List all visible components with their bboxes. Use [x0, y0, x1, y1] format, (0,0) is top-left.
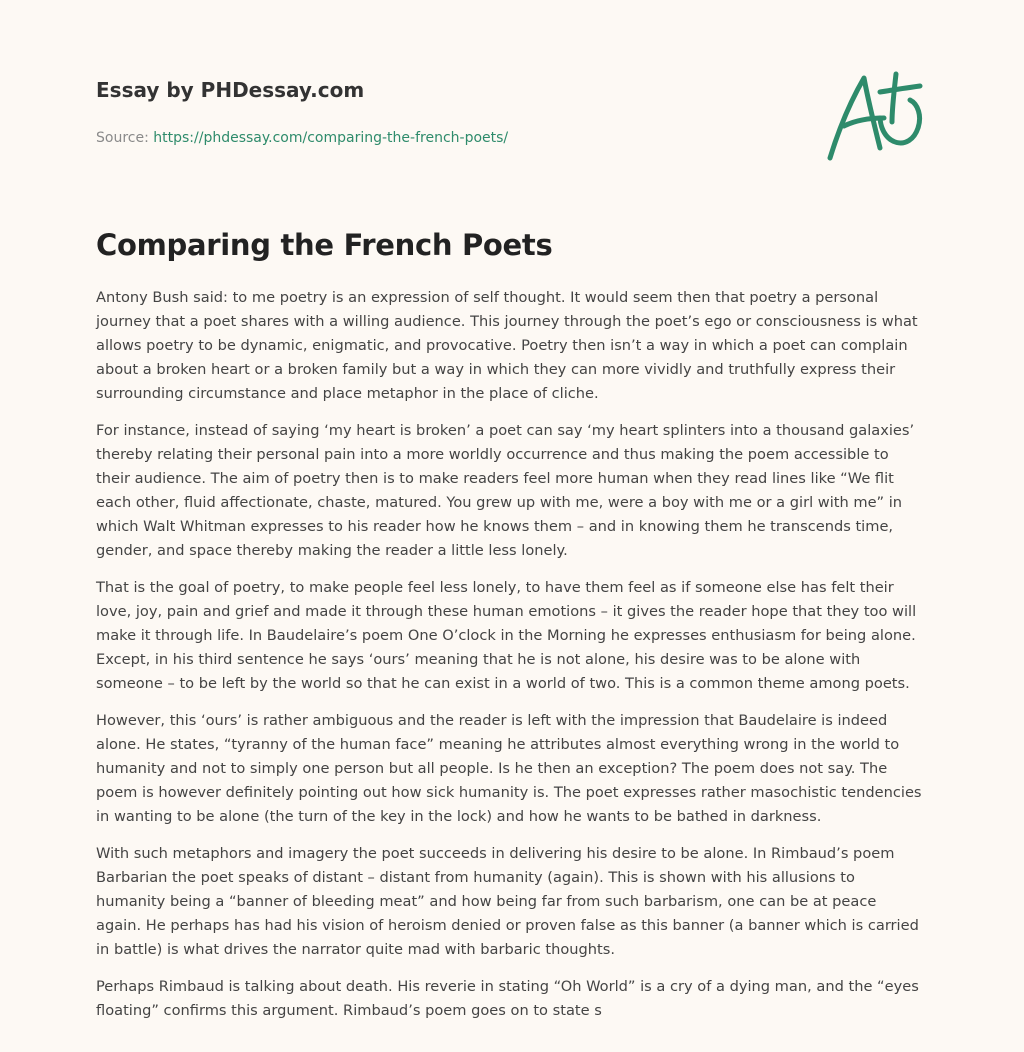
- logo-swoosh: [880, 100, 920, 143]
- essay-title: Comparing the French Poets: [96, 228, 553, 262]
- page-header: [96, 76, 796, 148]
- logo-plus-vertical: [892, 74, 896, 122]
- essay-paragraph: With such metaphors and imagery the poet succeeds in delivering his desire to be alone. In Rimbaud’s poem Barbarian the poet speaks of distant – distant from humanity (again). This is shown with his allusions to humanity being a “banner of bleeding meat” and how being far from such barbarism, one can be at peace again. He perhaps has had his vision of heroism denied or proven false as this banner (a banner which is carried in battle) is what drives the narrator quite mad with barbaric thoughts.: [96, 845, 919, 958]
- source-line: [96, 128, 796, 148]
- essay-body: [96, 286, 926, 1036]
- essay-paragraph: Perhaps Rimbaud is talking about death. His reverie in stating “Oh World” is a cry of a dying man, and the “eyes floating” confirms this argument. Rimbaud’s poem goes on to state s: [96, 978, 919, 1019]
- essay-paragraph: That is the goal of poetry, to make people feel less lonely, to have them feel as if someone else has felt their love, joy, pain and grief and made it through these human emotions – it gives the reader hope that they too will make it through life. In Baudelaire’s poem One O’clock in the Morning he expresses enthusiasm for being alone. Except, in his third sentence he says ‘ours’ meaning that he is not alone, his desire was to be alone with someone – to be left by the world so that he can exist in a world of two. This is a common theme among poets.: [96, 579, 917, 692]
- essay-paragraph: Antony Bush said: to me poetry is an expression of self thought. It would seem then that poetry a personal journey that a poet shares with a willing audience. This journey through the poet’s ego or consciousness is what allows poetry to be dynamic, enigmatic, and provocative. Poetry then isn’t a way in which a poet can complain about a broken heart or a broken family but a way in which they can more vividly and truthfully express their surrounding circumstance and place metaphor in the place of cliche.: [96, 289, 918, 402]
- source-label: Source:: [96, 130, 149, 146]
- a-plus-grade-logo-icon: [820, 66, 928, 166]
- source-link[interactable]: https://phdessay.com/comparing-the-french-poets/: [153, 130, 509, 146]
- logo-plus-horizontal: [880, 86, 920, 92]
- essay-paragraph: For instance, instead of saying ‘my heart is broken’ a poet can say ‘my heart splinters into a thousand galaxies’ thereby relating their personal pain into a more worldly occurrence and thus making the poem accessible to their audience. The aim of poetry then is to make readers feel more human when they read lines like “We flit each other, fluid affectionate, chaste, matured. You grew up with me, were a boy with me or a girl with me” in which Walt Whitman expresses to his reader how he knows them – and in knowing them he transcends time, gender, and space thereby making the reader a little less lonely.: [96, 422, 915, 559]
- site-title: Essay by PHDessay.com: [96, 78, 365, 102]
- essay-paragraph: However, this ‘ours’ is rather ambiguous and the reader is left with the impression that Baudelaire is indeed alone. He states, “tyranny of the human face” meaning he attributes almost everything wrong in the world to humanity and not to simply one person but all people. Is he then an exception? The poem does not say. The poem is however definitely pointing out how sick humanity is. The poet expresses rather masochistic tendencies in wanting to be alone (the turn of the key in the lock) and how he wants to be bathed in darkness.: [96, 712, 922, 825]
